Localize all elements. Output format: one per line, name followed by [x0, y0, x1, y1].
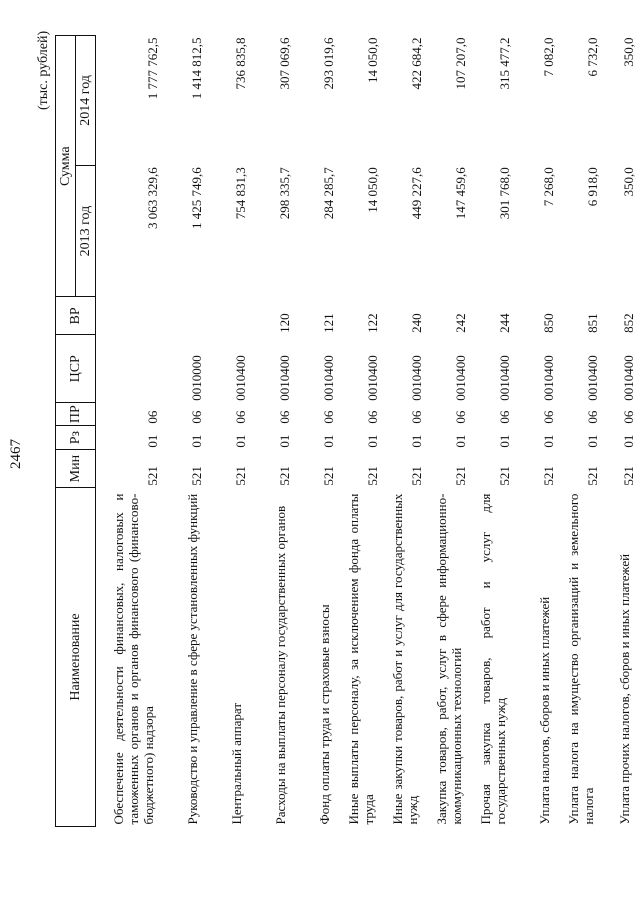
row-csr: 0010400 [409, 355, 424, 401]
row-pr: 06 [321, 410, 336, 424]
row-pr: 06 [585, 410, 600, 424]
row-csr: 0010400 [585, 355, 600, 401]
row-sum-2014: 14 050,0 [365, 37, 380, 83]
header-sum: Сумма [56, 36, 76, 297]
row-vr: 850 [541, 313, 556, 333]
table-row [558, 36, 602, 827]
row-sum-2014: 736 835,8 [233, 37, 248, 90]
row-pr: 06 [365, 410, 380, 424]
table-row [294, 36, 338, 827]
row-sum-2013: 754 831,3 [233, 167, 248, 220]
table-row [382, 36, 426, 827]
header-rz: Рз [56, 426, 96, 450]
row-csr [96, 335, 163, 403]
row-min: 521 [233, 466, 248, 486]
row-sum-2013: 298 335,7 [277, 167, 292, 220]
table-row [96, 36, 163, 827]
row-min: 521 [453, 466, 468, 486]
row-vr: 244 [497, 313, 512, 333]
row-min: 521 [145, 466, 160, 486]
row-pr: 06 [497, 410, 512, 424]
header-csr: ЦСР [56, 335, 96, 403]
row-min: 521 [189, 466, 204, 486]
row-min: 521 [365, 466, 380, 486]
header-2014: 2014 год [76, 36, 96, 166]
row-vr [162, 297, 206, 335]
page-number: 2467 [8, 439, 24, 469]
row-pr: 06 [541, 410, 556, 424]
row-sum-2014: 107 207,0 [453, 37, 468, 90]
row-pr: 06 [453, 410, 468, 424]
row-rz: 01 [233, 434, 248, 448]
row-sum-2013: 3 063 329,6 [145, 167, 160, 229]
row-min: 521 [321, 466, 336, 486]
row-min: 521 [409, 466, 424, 486]
header-2013: 2013 год [76, 165, 96, 297]
table-row [338, 36, 382, 827]
row-vr: 240 [409, 313, 424, 333]
row-rz: 01 [145, 434, 160, 448]
row-vr: 120 [277, 313, 292, 333]
units-note: (тыс. рублей) [36, 30, 51, 110]
header-name: Наименование [56, 488, 96, 827]
row-pr: 06 [621, 410, 636, 424]
row-rz: 01 [453, 434, 468, 448]
row-name: Закупка товаров, работ, услуг в сфере информационно-коммуникационных технологий [434, 493, 464, 825]
row-name: Иные выплаты персоналу, за исключением фонда оплаты труда [346, 493, 376, 825]
row-rz: 01 [621, 434, 636, 448]
row-pr: 06 [277, 410, 292, 424]
row-sum-2014: 315 477,2 [497, 37, 512, 90]
row-min: 521 [585, 466, 600, 486]
row-name: Иные закупки товаров, работ и услуг для государственных нужд [390, 493, 420, 825]
row-min: 521 [277, 466, 292, 486]
row-vr: 852 [621, 313, 636, 333]
row-csr: 0010400 [365, 355, 380, 401]
row-sum-2013: 301 768,0 [497, 167, 512, 220]
row-csr: 0010400 [453, 355, 468, 401]
row-name: Уплата налога на имущество организаций и земельного налога [566, 493, 596, 825]
header-vr: ВР [56, 297, 96, 335]
row-name: Расходы на выплаты персоналу государственных органов [273, 505, 288, 825]
row-sum-2013: 147 459,6 [453, 167, 468, 220]
row-sum-2014: 1 777 762,5 [145, 37, 160, 100]
row-pr: 06 [145, 410, 160, 424]
row-vr: 242 [453, 313, 468, 333]
row-pr: 06 [233, 410, 248, 424]
row-sum-2013: 350,0 [621, 167, 636, 197]
row-rz: 01 [277, 434, 292, 448]
row-sum-2014: 307 069,6 [277, 37, 292, 90]
row-csr: 0010400 [497, 355, 512, 401]
row-vr: 121 [321, 313, 336, 333]
header-pr: ПР [56, 403, 96, 426]
row-rz: 01 [189, 434, 204, 448]
row-pr: 06 [409, 410, 424, 424]
row-sum-2013: 6 918,0 [585, 167, 600, 207]
row-rz: 01 [541, 434, 556, 448]
row-rz: 01 [365, 434, 380, 448]
row-csr: 0010400 [541, 355, 556, 401]
row-min: 521 [541, 466, 556, 486]
row-vr: 851 [585, 313, 600, 333]
row-name: Обеспечение деятельности финансовых, налоговых и таможенных органов и органов финансового (финансово-бюджетного) надзора [111, 493, 156, 825]
row-name: Фонд оплаты труда и страховые взносы [317, 604, 332, 825]
table-header [56, 36, 96, 827]
row-name: Уплата налогов, сборов и иных платежей [537, 596, 552, 825]
row-min: 521 [621, 466, 636, 486]
table-row [470, 36, 514, 827]
table-row [162, 36, 206, 827]
row-sum-2013: 1 425 749,6 [189, 167, 204, 229]
row-min: 521 [497, 466, 512, 486]
row-rz: 01 [409, 434, 424, 448]
row-sum-2013: 284 285,7 [321, 167, 336, 220]
row-rz: 01 [321, 434, 336, 448]
table-row [514, 36, 558, 827]
row-name: Руководство и управление в сфере установленных функций [185, 493, 200, 825]
table-row [602, 36, 638, 827]
row-sum-2013: 7 268,0 [541, 167, 556, 207]
table-row [206, 36, 250, 827]
row-csr: 0010400 [277, 355, 292, 401]
table-row [426, 36, 470, 827]
row-csr: 0010400 [233, 355, 248, 401]
row-vr [96, 297, 163, 335]
row-sum-2014: 7 082,0 [541, 37, 556, 77]
row-name: Центральный аппарат [229, 702, 244, 825]
row-sum-2014: 293 019,6 [321, 37, 336, 90]
row-csr: 0010400 [321, 355, 336, 401]
row-pr: 06 [189, 410, 204, 424]
row-sum-2014: 350,0 [621, 37, 636, 67]
row-sum-2013: 449 227,6 [409, 167, 424, 220]
header-min: Мин [56, 450, 96, 488]
row-vr: 122 [365, 313, 380, 333]
row-rz: 01 [497, 434, 512, 448]
row-csr: 0010000 [189, 355, 204, 401]
budget-table [55, 35, 638, 827]
row-name: Прочая закупка товаров, работ и услуг для государственных нужд [478, 493, 508, 825]
row-sum-2014: 1 414 812,5 [189, 37, 204, 100]
row-sum-2013: 14 050,0 [365, 167, 380, 213]
row-sum-2014: 422 684,2 [409, 37, 424, 90]
row-rz: 01 [585, 434, 600, 448]
table-row [250, 36, 294, 827]
row-sum-2014: 6 732,0 [585, 37, 600, 77]
table-body [96, 36, 639, 827]
row-name: Уплата прочих налогов, сборов и иных платежей [617, 553, 632, 825]
row-csr: 0010400 [621, 355, 636, 401]
row-vr [206, 297, 250, 335]
